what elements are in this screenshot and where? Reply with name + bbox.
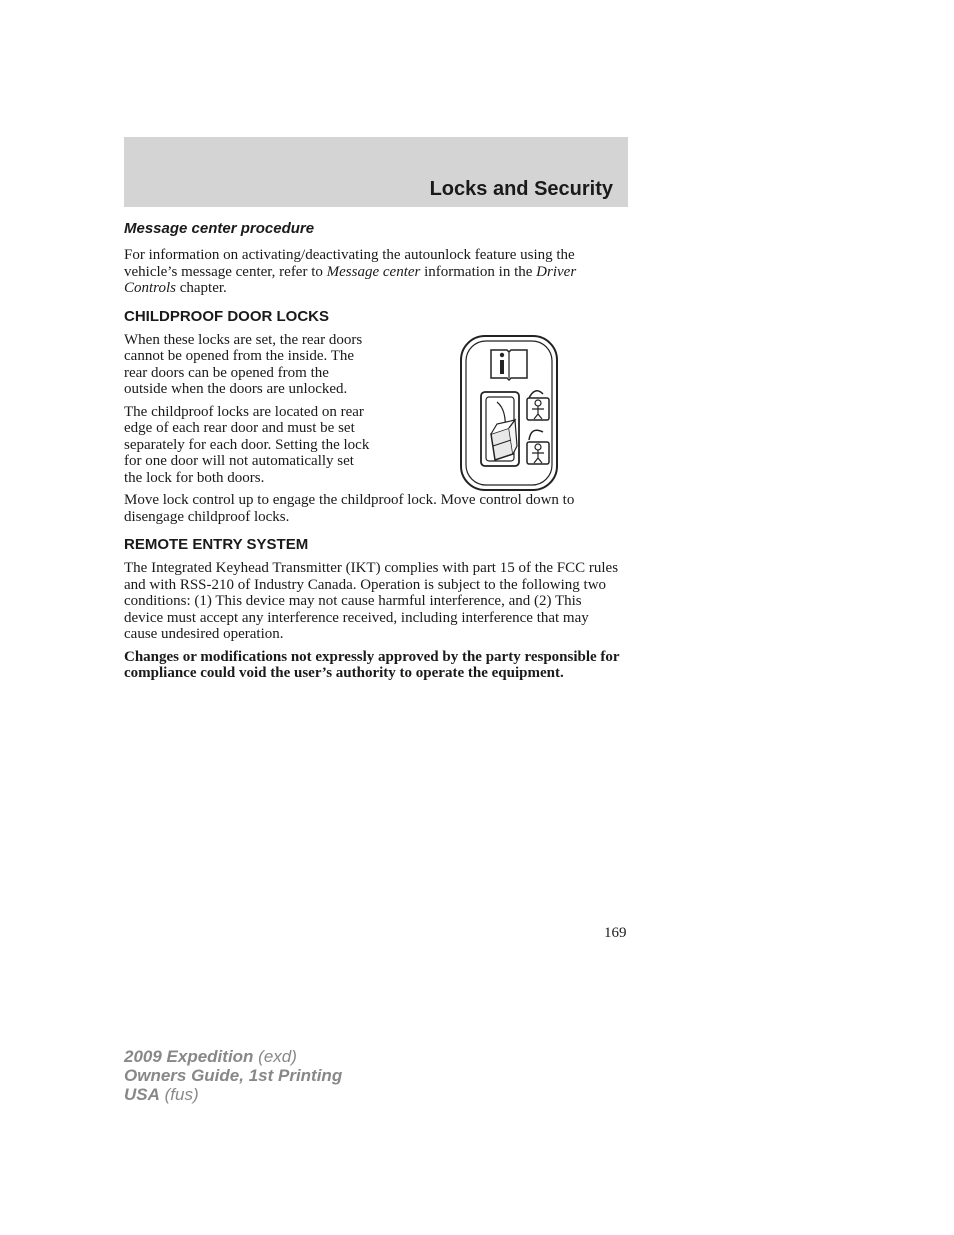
remote-entry-warning: Changes or modifications not expressly approved by the party responsible for compliance could void the user’s authority to operate the equipment. bbox=[124, 648, 620, 681]
header-band bbox=[124, 137, 628, 207]
lock-slider bbox=[481, 392, 519, 466]
footer-line-1 bbox=[124, 1047, 342, 1066]
footer-model-code: (exd) bbox=[253, 1047, 297, 1066]
page-number: 169 bbox=[604, 925, 627, 941]
childproof-paragraph-2: The childproof locks are located on rear edge of each rear door and must be set separately for each door. Setting the lock for one door will not automatically set the lock for both doors. bbox=[124, 403, 370, 486]
footer-market-code: (fus) bbox=[159, 1085, 199, 1104]
message-center-text-3: chapter. bbox=[175, 280, 227, 296]
footer-market: USA bbox=[124, 1085, 160, 1104]
childproof-paragraph-1: When these locks are set, the rear doors cannot be opened from the inside. The rear doors can be opened from the outside when the doors are unlocked. bbox=[124, 331, 363, 397]
childproof-heading: CHILDPROOF DOOR LOCKS bbox=[124, 307, 329, 325]
footer-model: 2009 Expedition bbox=[124, 1047, 254, 1066]
page-content bbox=[124, 219, 624, 688]
message-center-paragraph bbox=[124, 247, 624, 297]
footer-line-3 bbox=[124, 1085, 342, 1104]
message-center-heading: Message center procedure bbox=[124, 220, 315, 237]
message-center-text-1: For information on activating/deactivating the autounlock feature using the vehicle’s message center, refer to bbox=[124, 247, 575, 280]
remote-entry-heading: REMOTE ENTRY SYSTEM bbox=[124, 536, 309, 553]
childproof-figure-row bbox=[124, 332, 624, 487]
childproof-paragraph-3: Move lock control up to engage the childproof lock. Move control down to disengage childproof locks. bbox=[124, 492, 575, 525]
childproof-lock-control-icon bbox=[459, 334, 559, 492]
footer-line-2: Owners Guide, 1st Printing bbox=[124, 1066, 343, 1085]
remote-entry-paragraph: The Integrated Keyhead Transmitter (IKT) complies with part 15 of the FCC rules and with RSS-210 of Industry Canada. Operation is subject to the following two conditions: (1) This device may not cause harmful interference, and (2) This device must accept any interference received, including interference that may cause undesired operation. bbox=[124, 560, 619, 642]
message-center-text-2: information in the bbox=[420, 263, 537, 280]
owner-guide-info-icon bbox=[491, 350, 527, 380]
page-title: Locks and Security bbox=[429, 178, 613, 200]
driver-controls-ref: Driver Controls bbox=[124, 263, 577, 296]
message-center-ref: Message center bbox=[326, 263, 421, 280]
document-footer bbox=[124, 1047, 342, 1104]
